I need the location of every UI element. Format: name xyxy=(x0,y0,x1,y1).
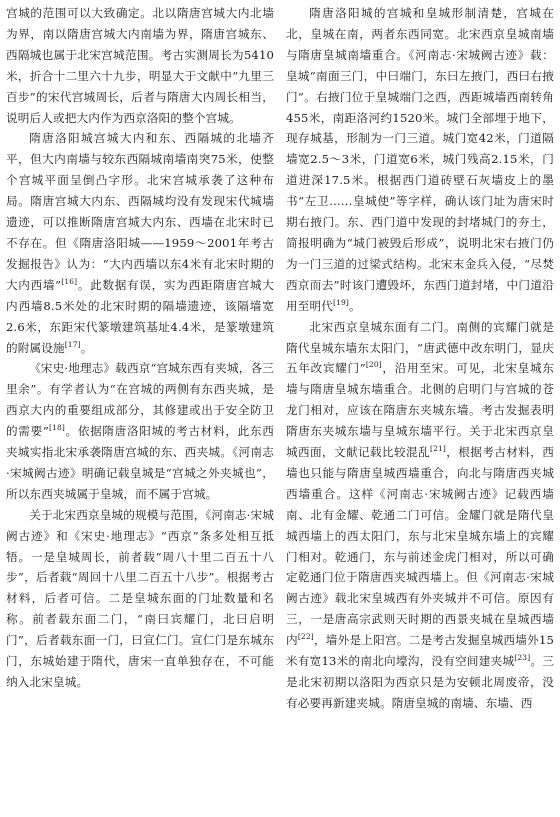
paragraph xyxy=(6,505,274,693)
footnote-reference: [23] xyxy=(514,653,531,663)
text-run: 隋唐洛阳城宫城大内和东、西隔城的北墙齐平，但大内南墙与较东西隔城南墙南突75米，使整个宫城平面呈倒凸字形。北宋宫城承袭了这种布局。隋唐宫城大内东、西隔城均没有发现宋代城墙遗迹，可以推断隋唐宫城大内东、西墙在北宋时已不存在。但《隋唐洛阳城——1959～2001年考古发掘报告》认为：“大内西墙以东4米有北宋时期的大内西墙” xyxy=(6,131,274,292)
text-run: 宫城的范围可以大致确定。北以隋唐宫城大内北墙为界，南以隋唐宫城大内南墙为界，隋唐宫城东、西隔城也属于北宋宫城范围。考古实测周长为5410米，折合十二里六十九步，明显大于文献中“九里三百步”的宋代宫城周长，后者与隋唐大内周长相当，说明后人或把大内作为西京洛阳的整个宫城。 xyxy=(6,6,274,125)
paragraph xyxy=(6,358,274,504)
text-run: 。依据隋唐洛阳城的考古材料，此东西夹城实指北宋承袭隋唐宫城的东、西夹城。《河南志·宋城阙古迹》明确记载皇城是“宫城之外夹城也”，所以东西夹城属于皇城，而不属于宫城。 xyxy=(6,424,274,501)
paragraph xyxy=(6,128,274,358)
text-run: 《宋史·地理志》载西京“宫城东西有夹城，各三里余”。有学者认为“在宫城的两侧有东西夹城，是西京大内的重要组成部分，其修建或出于安全防卫的需要” xyxy=(6,361,274,439)
text-run: 。此数据有误，实为西距隋唐宫城大内西墙8.5米处的北宋时期的隔墙遗迹，该隔墙宽2.6米，东距宋代篆墩建筑基址4.4米，是篆墩建筑的附属设施 xyxy=(6,277,274,355)
text-run: 关于北宋西京皇城的规模与范围，《河南志·宋城阙古迹》和《宋史·地理志》“西京”条多处相互抵牾。一是皇城周长，前者载“周八十里二百五十八步”，后者载“周回十八里二百五十八步”。根据考古材料，后者可信。二是皇城东面的门址数量和名称。前者载东面二门，“南曰宾耀门，北曰启明门”，后者载东面一门，曰宣仁门。宣仁门是东城东门，东城始建于隋代，唐宋一直单独存在，不可能纳入北宋皇城。 xyxy=(6,507,274,689)
text-run: ，根据考古材料，西墙也只能与隋唐皇城西墙重合，向北与隋唐西夹城西墙重合。这样《河南志·宋城阙古迹》记载西墙南、北有金耀、乾通二门可信。金耀门就是隋代皇城西墙上的西太阳门，东与北宋皇城东墙上的宾耀门相对。乾通门，东与前述金虎门相对，所以可确定乾通门位于隋唐西夹城西墙上。但《河南志·宋城阙古迹》载北宋皇城西有外夹城并不可信。原因有三，一是唐高宗武则天时期的西景夹城在皇城西墙内 xyxy=(286,445,554,648)
text-run: ，墙外是上阳宫。二是考古发掘皇城西墙外15米有宽13米的南北向壕沟，没有空间建夹城 xyxy=(286,633,554,669)
footnote-reference: [21] xyxy=(430,444,446,454)
footnote-reference: [22] xyxy=(297,632,314,642)
text-run: 隋唐洛阳城的宫城和皇城形制清楚，宫城在北，皇城在南，两者东西同宽。北宋西京皇城南墙与隋唐皇城南墙重合。《河南志·宋城阙古迹》载：皇城“南面三门，中曰端门，东曰左掖门，西曰右掖门”。右掖门位于皇城端门之西，西距城墙西南转角455米，南距洛河约1520米。城门全部埋于地下，现存城基，形制为一门三道。城门宽42米，门道隔墙宽2.5～3米，门道宽6米，城门残高2.15米，门道进深17.5米。根据西门道砖壁石灰墙皮上的墨书“左卫……皇城使”等字样，确认该门址为唐宋时期右掖门。东、西门道中发现的封堵城门的夯土，简报明确为“城门被毁后形成”，说明北宋右掖门仍为一门三道的过梁式结构。北宋末金兵入侵，“尽焚西京而去”时该门遭毁坏，东西门道封堵，中门道沿用至明代 xyxy=(286,6,554,313)
footnote-reference: [18] xyxy=(48,423,65,433)
paragraph xyxy=(286,317,554,714)
left-column xyxy=(6,3,274,817)
text-run: 北宋西京皇城东面有二门。南侧的宾耀门就是隋代皇城东墙东太阳门，“唐武德中改东明门，显庆五年改宾耀门” xyxy=(286,319,554,376)
footnote-reference: [17] xyxy=(64,339,81,349)
right-column xyxy=(286,3,554,817)
paragraph xyxy=(6,3,274,128)
footnote-reference: [19] xyxy=(332,297,349,307)
text-run: 。 xyxy=(348,298,361,313)
text-run: ，沿用至宋。可见，北宋皇城东墙与隋唐皇城东墙重合。北侧的启明门与宫城的苍龙门相对，应该在隋唐东夹城东墙。考古发掘表明隋唐东夹城东墙与皇城东墙平行。关于北宋西京皇城西面，文献记载比较混乱 xyxy=(286,361,554,460)
text-run: 。 xyxy=(80,340,93,355)
footnote-reference: [16] xyxy=(61,276,78,286)
footnote-reference: [20] xyxy=(365,360,382,370)
paragraph xyxy=(286,3,554,317)
text-run: 。三是北宋初期以洛阳为西京只是为安顿北周废帝，没有必要再新建夹城。隋唐皇城的南墙、东墙、西 xyxy=(286,654,554,710)
